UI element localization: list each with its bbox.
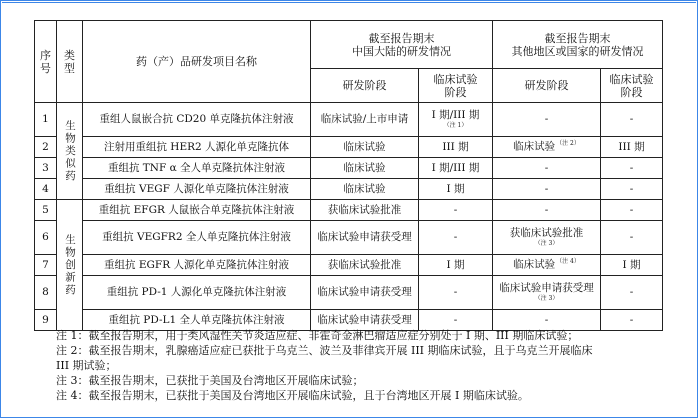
header-os-trial: 临床试验 阶段 [601,69,663,103]
row-cn-trial: I 期 [419,255,493,276]
row-no: 7 [35,255,57,276]
footnote-ref: （注 4） [556,258,580,266]
row-cn-stage: 临床试验 [311,158,419,179]
table-row [35,276,663,310]
frame-top-rule [2,2,696,3]
row-os-trial: - [601,310,663,331]
footnote-ref: （注 3） [534,295,559,302]
footnotes [56,328,666,403]
row-no: 3 [35,158,57,179]
header-other-group: 截至报告期末 其他地区或国家的研发情况 [493,21,663,69]
table-row [35,200,663,221]
row-os-trial: - [601,103,663,137]
table-row [35,221,663,255]
row-no: 9 [35,310,57,331]
row-cn-stage: 临床试验申请获受理 [311,310,419,331]
header-name: 药（产）品研发项目名称 [83,21,311,103]
header-no: 序号 [35,21,57,103]
row-no: 5 [35,200,57,221]
row-cn-trial: - [419,221,493,255]
row-cn-trial: I 期 [419,179,493,200]
row-cn-trial: - [419,276,493,310]
row-cn-stage: 临床试验/上市申请 [311,103,419,137]
rd-projects-table [34,20,663,331]
row-cn-stage: 临床试验申请获受理 [311,221,419,255]
header-cn-stage: 研发阶段 [311,69,419,103]
row-os-trial: - [601,200,663,221]
table-row [35,137,663,158]
row-no: 6 [35,221,57,255]
table-row [35,179,663,200]
footnote-ref: （注 2） [556,140,580,148]
footnote-1: 注 1：截至报告期末，用于类风湿性关节炎适应症、非霍奇金淋巴瘤适应症分别处于 I 期、III 期临床试验； [56,329,579,342]
row-cn-stage: 临床试验 [311,179,419,200]
row-os-trial: - [601,276,663,310]
row-os-stage: - [493,103,601,137]
row-os-stage: - [493,200,601,221]
row-no: 1 [35,103,57,137]
row-os-stage: 获临床试验批准 （注 3） [493,221,601,255]
row-name: 重组抗 VEGF 人源化单克隆抗体注射液 [83,179,311,200]
footnote-2-cont: III 期试验； [56,359,117,372]
row-os-trial: III 期 [601,137,663,158]
row-os-trial: - [601,158,663,179]
row-name: 重组抗 EFGR 人鼠嵌合单克隆抗体注射液 [83,200,311,221]
row-name: 重组抗 TNF α 全人单克隆抗体注射液 [83,158,311,179]
header-mainland-group: 截至报告期末 中国大陆的研发情况 [311,21,493,69]
row-os-trial: - [601,221,663,255]
row-cn-stage: 获临床试验批准 [311,255,419,276]
row-cn-trial: III 期 [419,137,493,158]
row-name: 重组人鼠嵌合抗 CD20 单克隆抗体注射液 [83,103,311,137]
row-no: 2 [35,137,57,158]
row-name: 重组抗 PD-L1 全人单克隆抗体注射液 [83,310,311,331]
row-os-stage: - [493,310,601,331]
row-os-stage: - [493,179,601,200]
footnote-4: 注 4：截至报告期末，已获批于美国及台湾地区开展临床试验，且于台湾地区开展 I 期临床试验。 [56,389,529,402]
footnote-2: 注 2：截至报告期末，乳腺癌适应症已获批于乌克兰、波兰及菲律宾开展 III 期临床试验，且于乌克兰开展临床 [56,344,593,357]
footnote-ref: （注 3） [534,240,559,247]
row-os-stage: 临床试验（注 2） [493,137,601,158]
footnote-3: 注 3：截至报告期末，已获批于美国及台湾地区开展临床试验； [56,374,364,387]
row-os-stage: 临床试验（注 4） [493,255,601,276]
row-cn-trial: - [419,310,493,331]
row-os-stage: 临床试验申请获受理 （注 3） [493,276,601,310]
row-cn-trial: - [419,200,493,221]
table-row [35,158,663,179]
row-cn-stage: 获临床试验批准 [311,200,419,221]
row-name: 重组抗 EGFR 人源化单克隆抗体注射液 [83,255,311,276]
table-row [35,255,663,276]
table-row [35,103,663,137]
row-cn-stage: 临床试验申请获受理 [311,276,419,310]
row-cn-trial: I 期/III 期 [419,158,493,179]
header-type: 类型 [57,21,83,103]
header-os-stage: 研发阶段 [493,69,601,103]
row-os-stage: - [493,158,601,179]
row-name: 注射用重组抗 HER2 人源化单克隆抗体 [83,137,311,158]
row-cn-stage: 临床试验 [311,137,419,158]
type-innovative: 生物创新药 [57,200,83,331]
row-no: 4 [35,179,57,200]
row-cn-trial: I 期/III 期 （注 1） [419,103,493,137]
row-name: 重组抗 PD-1 人源化单克隆抗体注射液 [83,276,311,310]
row-os-trial: - [601,179,663,200]
row-os-trial: I 期 [601,255,663,276]
type-biosimilar: 生物类似药 [57,103,83,200]
row-name: 重组抗 VEGFR2 全人单克隆抗体注射液 [83,221,311,255]
row-no: 8 [35,276,57,310]
header-cn-trial: 临床试验 阶段 [419,69,493,103]
footnote-ref: （注 1） [443,122,468,129]
